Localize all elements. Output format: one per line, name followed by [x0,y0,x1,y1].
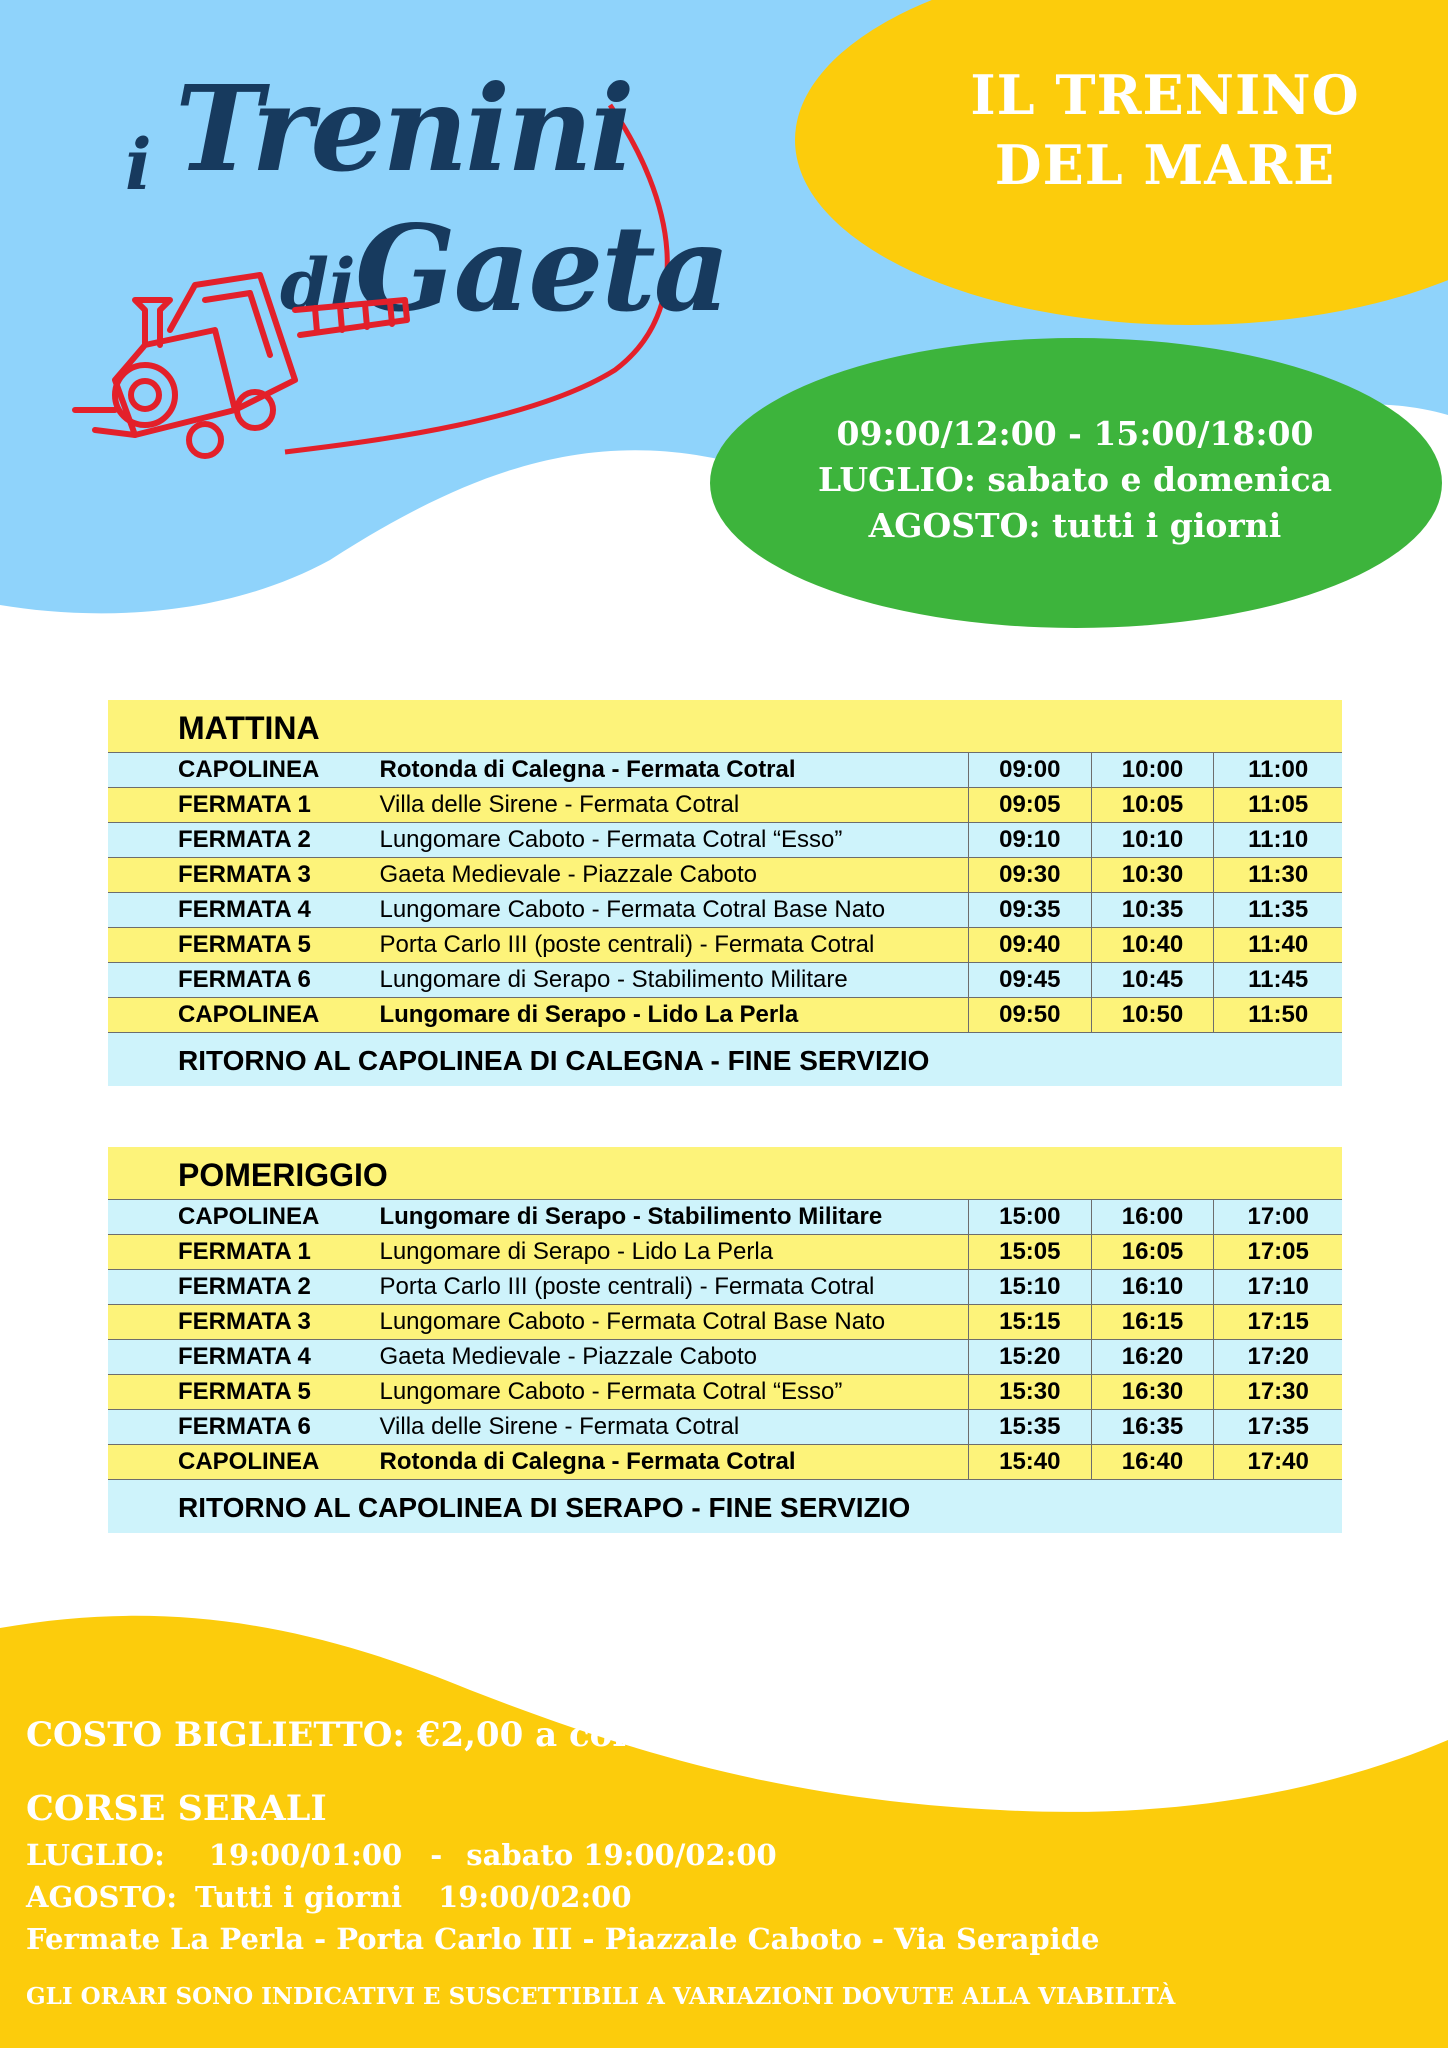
stop-label: CAPOLINEA [178,756,320,783]
time-cell: 10:35 [1091,893,1214,927]
july-hours: 19:00/01:00 [208,1838,403,1872]
stop-label: CAPOLINEA [178,1203,320,1230]
time-cell: 10:45 [1091,963,1214,997]
afternoon-schedule-footer: RITORNO AL CAPOLINEA DI SERAPO - FINE SERVIZIO [108,1479,1342,1533]
time-cell: 17:10 [1213,1270,1342,1304]
time-cell: 10:00 [1091,753,1214,787]
time-cell: 15:20 [968,1340,1091,1374]
logo-name: Trenini [175,59,632,198]
hours-line-3: AGOSTO: tutti i giorni [868,506,1282,545]
logo-city: Gaeta [355,199,729,338]
july-saturday-hours: sabato 19:00/02:00 [466,1838,777,1872]
stop-place: Rotonda di Calegna - Fermata Cotral [379,756,796,783]
stop-place: Lungomare Caboto - Fermata Cotral Base Nato [379,1308,886,1335]
time-cell: 15:05 [968,1235,1091,1269]
time-cell: 17:00 [1213,1200,1342,1234]
stop-place: Villa delle Sirene - Fermata Cotral [379,1413,740,1440]
title-line-2: DEL MARE [994,133,1336,197]
stop-place: Lungomare di Serapo - Lido La Perla [379,1001,799,1028]
stop-place: Lungomare Caboto - Fermata Cotral “Esso” [379,1378,843,1405]
time-cell: 15:30 [968,1375,1091,1409]
time-cell: 16:10 [1091,1270,1214,1304]
stop-place: Rotonda di Calegna - Fermata Cotral [379,1448,796,1475]
stop-place: Lungomare Caboto - Fermata Cotral “Esso” [379,826,843,853]
stop-label: FERMATA 6 [178,1413,311,1440]
hours-line-1: 09:00/12:00 - 15:00/18:00 [836,414,1314,453]
time-cell: 09:50 [968,998,1091,1032]
stop-place: Porta Carlo III (poste centrali) - Fermata Cotral [379,1273,875,1300]
stop-place: Lungomare di Serapo - Lido La Perla [379,1238,774,1265]
table-row [108,1199,1342,1234]
hours-line-2: LUGLIO: sabato e domenica [817,460,1333,499]
table-row [108,787,1342,822]
time-cell: 09:10 [968,823,1091,857]
stop-label: FERMATA 2 [178,826,311,853]
page-title [900,60,1430,200]
august-label: AGOSTO: [26,1880,178,1914]
time-cell: 11:35 [1213,893,1342,927]
table-row [108,997,1342,1032]
time-cell: 17:05 [1213,1235,1342,1269]
august-hours: 19:00/02:00 [438,1880,632,1914]
time-cell: 11:05 [1213,788,1342,822]
time-cell: 11:10 [1213,823,1342,857]
table-row [108,892,1342,927]
time-cell: 17:35 [1213,1410,1342,1444]
logo-prefix: i [125,123,152,206]
time-cell: 09:35 [968,893,1091,927]
evening-rides-title: CORSE SERALI [26,1788,327,1829]
evening-august-line [26,1880,632,1914]
table-row [108,1234,1342,1269]
stop-label: FERMATA 3 [178,1308,311,1335]
time-cell: 17:30 [1213,1375,1342,1409]
table-row [108,1339,1342,1374]
evening-july-line [26,1838,777,1872]
time-cell: 10:10 [1091,823,1214,857]
time-cell: 11:00 [1213,753,1342,787]
time-cell: 15:35 [968,1410,1091,1444]
stop-label: FERMATA 6 [178,966,311,993]
stop-label: FERMATA 3 [178,861,311,888]
stop-place: Lungomare Caboto - Fermata Cotral Base Nato [379,896,886,923]
time-cell: 16:15 [1091,1305,1214,1339]
stop-label: CAPOLINEA [178,1001,320,1028]
time-cell: 10:30 [1091,858,1214,892]
morning-schedule-footer: RITORNO AL CAPOLINEA DI CALEGNA - FINE SERVIZIO [108,1032,1342,1086]
time-cell: 16:05 [1091,1235,1214,1269]
logo-connector: di [280,243,356,326]
morning-schedule-title: MATTINA [108,700,1342,752]
hours-badge [710,330,1440,630]
time-cell: 15:00 [968,1200,1091,1234]
table-row [108,752,1342,787]
stop-place: Villa delle Sirene - Fermata Cotral [379,791,740,818]
table-row [108,1269,1342,1304]
time-cell: 16:00 [1091,1200,1214,1234]
evening-stops-line: Fermate La Perla - Porta Carlo III - Piazzale Caboto - Via Serapide [26,1922,1100,1956]
stop-label: FERMATA 5 [178,1378,311,1405]
table-row [108,927,1342,962]
time-cell: 09:00 [968,753,1091,787]
time-cell: 09:40 [968,928,1091,962]
stop-label: FERMATA 4 [178,896,311,923]
time-cell: 09:45 [968,963,1091,997]
stop-label: FERMATA 2 [178,1273,311,1300]
time-cell: 10:50 [1091,998,1214,1032]
table-row [108,857,1342,892]
time-cell: 16:30 [1091,1375,1214,1409]
stop-label: FERMATA 1 [178,791,311,818]
schedule-disclaimer: GLI ORARI SONO INDICATIVI E SUSCETTIBILI A VARIAZIONI DOVUTE ALLA VIABILITÀ [26,1983,1176,2010]
stop-label: FERMATA 4 [178,1343,311,1370]
july-label: LUGLIO: [26,1838,165,1872]
table-row [108,1304,1342,1339]
time-cell: 16:35 [1091,1410,1214,1444]
july-separator: - [430,1838,443,1872]
time-cell: 11:30 [1213,858,1342,892]
stop-place: Gaeta Medievale - Piazzale Caboto [379,861,758,888]
stop-label: FERMATA 1 [178,1238,311,1265]
table-row [108,1409,1342,1444]
time-cell: 16:40 [1091,1445,1214,1479]
table-row [108,962,1342,997]
time-cell: 11:45 [1213,963,1342,997]
afternoon-schedule-title: POMERIGGIO [108,1147,1342,1199]
table-row [108,1374,1342,1409]
ticket-cost: COSTO BIGLIETTO: €2,00 a corsa [26,1715,672,1755]
morning-schedule-table [108,700,1342,1086]
table-row [108,1444,1342,1479]
table-row [108,822,1342,857]
title-line-1: IL TRENINO [970,63,1360,127]
time-cell: 10:05 [1091,788,1214,822]
time-cell: 11:50 [1213,998,1342,1032]
stop-place: Lungomare di Serapo - Stabilimento Militare [379,1203,883,1230]
august-days: Tutti i giorni [195,1880,403,1914]
stop-label: FERMATA 5 [178,931,311,958]
stop-place: Porta Carlo III (poste centrali) - Fermata Cotral [379,931,875,958]
time-cell: 09:05 [968,788,1091,822]
time-cell: 15:40 [968,1445,1091,1479]
stop-place: Lungomare di Serapo - Stabilimento Militare [379,966,848,993]
time-cell: 17:15 [1213,1305,1342,1339]
time-cell: 10:40 [1091,928,1214,962]
time-cell: 17:40 [1213,1445,1342,1479]
stop-place: Gaeta Medievale - Piazzale Caboto [379,1343,758,1370]
time-cell: 11:40 [1213,928,1342,962]
trenini-di-gaeta-logo [55,59,729,480]
stop-label: CAPOLINEA [178,1448,320,1475]
afternoon-schedule-table [108,1147,1342,1533]
red-train-icon [55,260,415,460]
time-cell: 17:20 [1213,1340,1342,1374]
time-cell: 15:15 [968,1305,1091,1339]
time-cell: 16:20 [1091,1340,1214,1374]
time-cell: 15:10 [968,1270,1091,1304]
time-cell: 09:30 [968,858,1091,892]
